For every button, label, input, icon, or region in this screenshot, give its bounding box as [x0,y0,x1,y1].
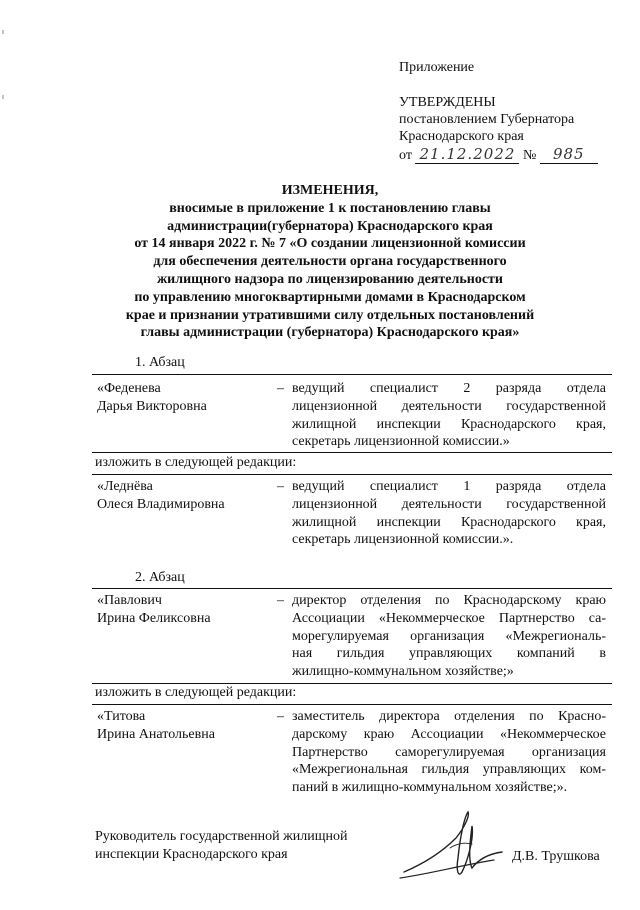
name-line: Дарья Викторовна [97,398,207,414]
handwritten-date: 21.12.2022 [415,146,519,164]
desc-line: паний в жилищно-коммунальном хозяйстве;». [292,780,568,796]
position-line: инспекции Краснодарского края [95,846,288,862]
item-1-new-desc [292,479,606,550]
position-line: Руководитель государственной жилищной [95,829,348,844]
name-line: «Леднёва [97,479,153,494]
title-line: крае и признании утратившими силу отдельных постановлений [125,307,535,323]
title-line: жилищного надзора по лицензированию деятельности [157,271,503,287]
divider [92,374,612,375]
desc-line: ведущий специалист 2 разряда отдела [292,381,606,396]
desc-line: жилищной инспекции Краснодарского края, [292,416,606,432]
name-line: «Титова [97,709,146,724]
divider [92,704,612,705]
desc-line: лицензионной деятельности государственной [292,496,606,512]
desc-line: дарскому краю Ассоциации «Некоммерческое [292,726,606,742]
approval-line-1: УТВЕРЖДЕНЫ [399,95,496,110]
title-line: по управлению многоквартирными домами в Краснодарском [134,289,526,305]
item-2-heading: 2. Абзац [135,570,185,585]
desc-line: ведущий специалист 1 разряда отдела [292,479,606,494]
title-line: главы администрации (губернатора) Краснодарского края» [140,325,520,341]
desc-line: заместитель директора отделения по Красно- [292,709,606,724]
item-2-instruction: изложить в следующей редакции: [95,685,297,700]
signer-name: Д.В. Трушкова [512,849,600,864]
desc-line: Партнерство саморегулируемая организация [292,744,606,760]
name-line: «Феденева [97,381,161,396]
handwritten-signature [398,808,508,886]
divider [92,683,612,684]
desc-line: жилищно-коммунальном хозяйстве;» [292,664,514,680]
dash: – [277,381,284,396]
date-prefix: от [399,148,412,163]
item-1-heading: 1. Абзац [135,355,185,370]
dash: – [277,479,284,494]
title-line: вносимые в приложение 1 к постановлению главы [169,200,491,216]
item-2-new-desc [292,709,606,798]
approval-line-2: постановлением Губернатора [399,112,575,127]
item-1-instruction: изложить в следующей редакции: [95,455,297,470]
desc-line: «Межрегиональная гильдия управляющих ком- [292,762,606,778]
name-line: Ирина Анатольевна [97,726,215,742]
item-2-new-name [97,709,272,745]
handwritten-number: 985 [540,146,598,164]
divider [92,452,612,453]
dash: – [277,593,284,608]
title-heading: ИЗМЕНЕНИЯ, [281,183,379,198]
title-line: администрации(губернатора) Краснодарского края [167,218,493,234]
number-prefix: № [522,148,537,163]
approval-date-line [399,146,629,163]
document-title [95,183,565,343]
signer-position [95,829,348,865]
name-line: Олеся Владимировна [97,496,225,512]
title-line: для обеспечения деятельности органа государственного [153,254,507,270]
dash: – [277,709,284,724]
page-edge-marks [0,0,6,905]
name-line: Ирина Феликсовна [97,610,211,626]
desc-line: жилищной инспекции Краснодарского края, [292,514,606,530]
desc-line: ная гильдия управляющих компаний в [292,646,606,662]
desc-line: секретарь лицензионной комиссии.» [292,434,510,450]
title-line: от 14 января 2022 г. № 7 «О создании лицензионной комиссии [134,236,526,252]
approval-line-3: Краснодарского края [399,129,524,144]
desc-line: директор отделения по Краснодарскому краю [292,593,606,608]
name-line: «Павлович [97,593,162,608]
desc-line: морегулируемая организация «Межрегиональ- [292,628,606,644]
item-2-old-desc [292,593,606,682]
item-1-old-desc [292,381,606,452]
appendix-label: Приложение [399,60,475,75]
approval-block [399,95,629,163]
item-1-new-name [97,479,272,515]
desc-line: секретарь лицензионной комиссии.». [292,532,514,548]
item-1-old-name [97,381,272,417]
divider [92,588,612,589]
desc-line: лицензионной деятельности государственной [292,398,606,414]
desc-line: Ассоциации «Некоммерческое Партнерство са- [292,610,606,626]
item-2-old-name [97,593,272,629]
divider [92,474,612,475]
